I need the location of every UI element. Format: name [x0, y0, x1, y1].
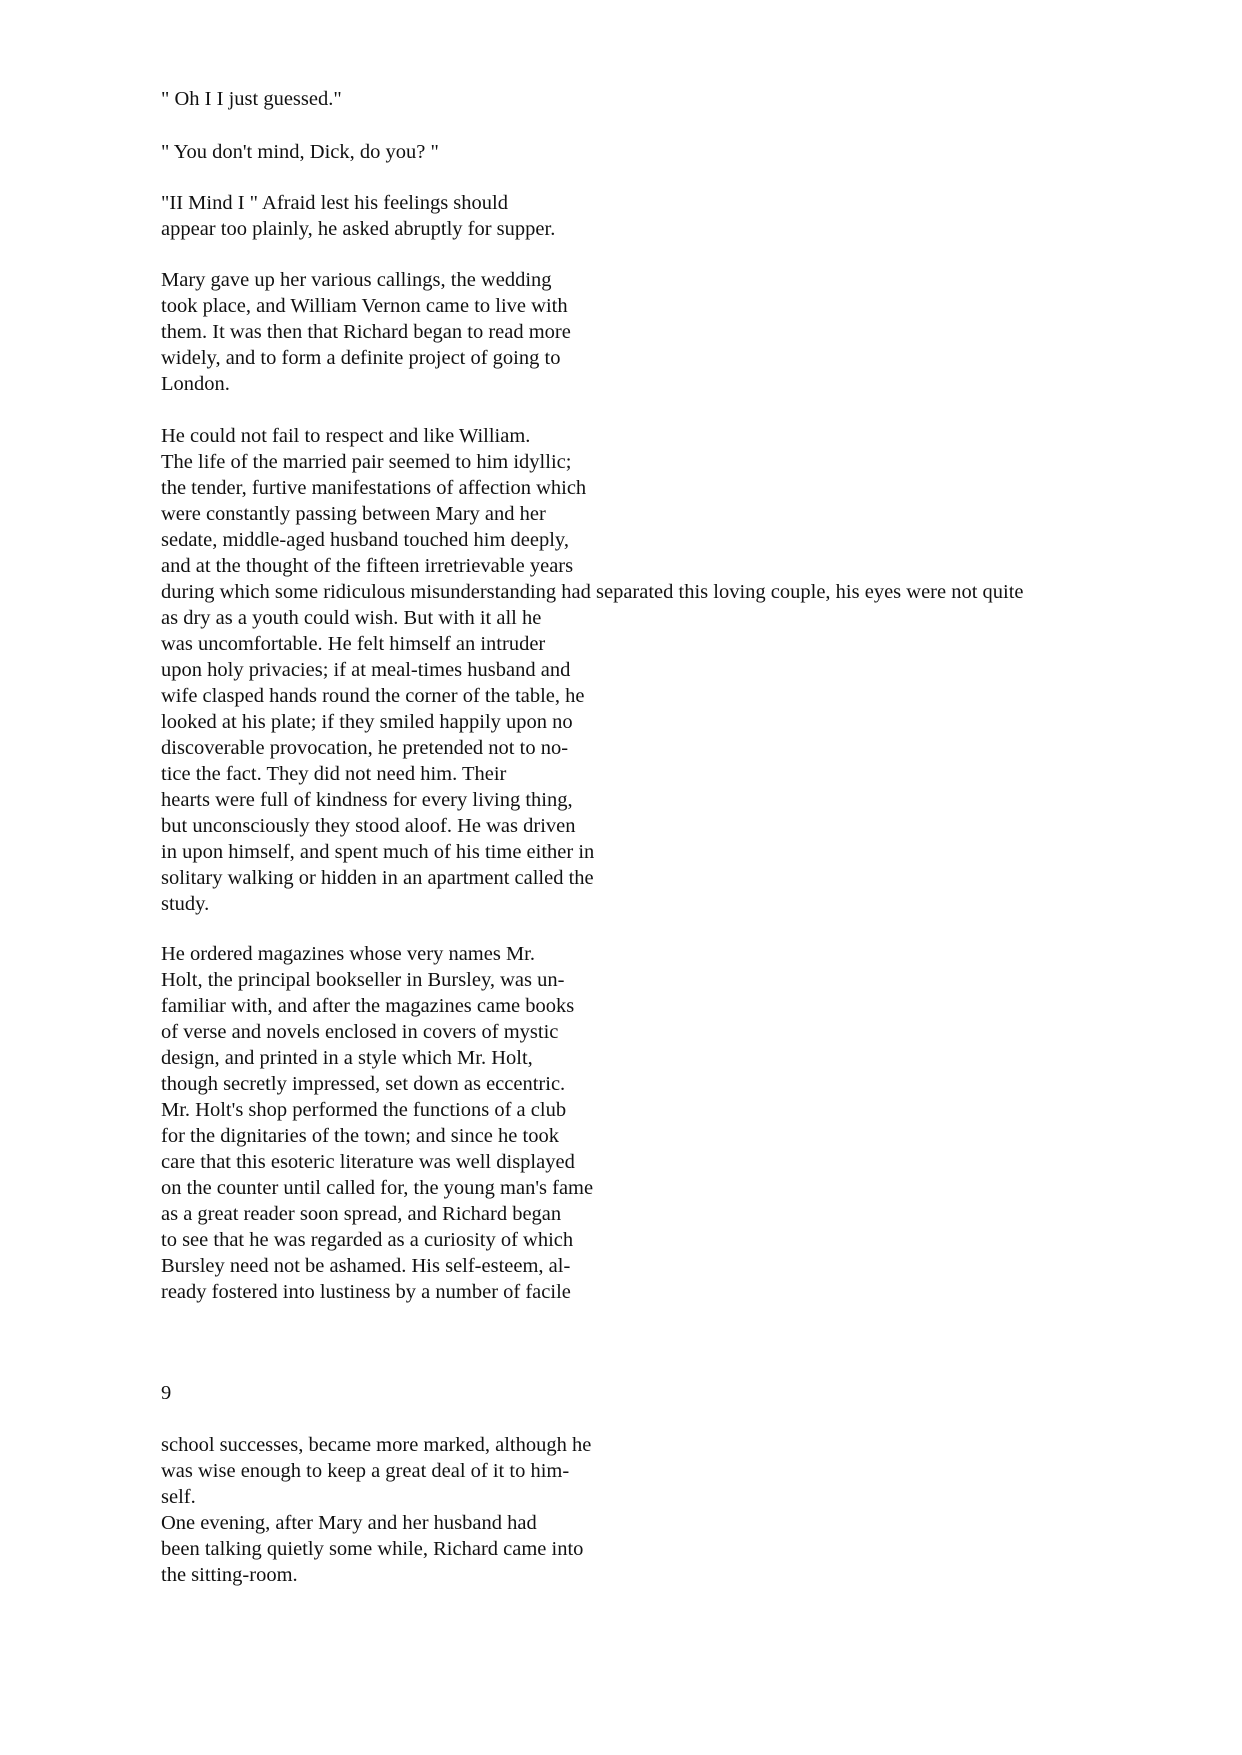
text-line: discoverable provocation, he pretended not to no-	[161, 737, 569, 759]
text-line: Holt, the principal bookseller in Bursley, was un-	[161, 969, 565, 991]
text-line: was wise enough to keep a great deal of it to him-	[161, 1460, 570, 1482]
page-number-text: 9	[161, 1382, 172, 1404]
text-line: solitary walking or hidden in an apartment called the	[161, 867, 594, 889]
text-line: upon holy privacies; if at meal-times husband and	[161, 659, 571, 681]
text-line: been talking quietly some while, Richard came into	[161, 1538, 584, 1560]
text-line: familiar with, and after the magazines came books	[161, 995, 575, 1017]
text-line: during which some ridiculous misunderstanding had separated this loving couple, his eyes were not quite	[161, 581, 1024, 603]
text-line: Bursley need not be ashamed. His self-esteem, al-	[161, 1255, 571, 1277]
text-line: on the counter until called for, the young man's fame	[161, 1177, 594, 1199]
text-line: them. It was then that Richard began to read more	[161, 321, 571, 343]
paragraph-3	[161, 190, 555, 242]
text-line: sedate, middle-aged husband touched him deeply,	[161, 529, 569, 551]
text-line: looked at his plate; if they smiled happily upon no	[161, 711, 573, 733]
text-line: ready fostered into lustiness by a number of facile	[161, 1281, 571, 1303]
text-line: care that this esoteric literature was well displayed	[161, 1151, 575, 1173]
text-line: "II Mind I " Afraid lest his feelings should	[161, 192, 508, 214]
text-line: to see that he was regarded as a curiosity of which	[161, 1229, 574, 1251]
text-line: was uncomfortable. He felt himself an intruder	[161, 633, 546, 655]
text-line: but unconsciously they stood aloof. He was driven	[161, 815, 576, 837]
text-line: wife clasped hands round the corner of the table, he	[161, 685, 585, 707]
text-line: were constantly passing between Mary and her	[161, 503, 546, 525]
text-line: as a great reader soon spread, and Richard began	[161, 1203, 562, 1225]
paragraph-7	[161, 1432, 591, 1510]
text-line: London.	[161, 373, 230, 395]
text-line: He could not fail to respect and like William.	[161, 425, 531, 447]
text-line: of verse and novels enclosed in covers of mystic	[161, 1021, 559, 1043]
paragraph-5	[161, 423, 1024, 917]
text-line: the sitting-room.	[161, 1564, 298, 1586]
text-line: school successes, became more marked, although he	[161, 1434, 592, 1456]
text-line: widely, and to form a definite project of going to	[161, 347, 561, 369]
text-line: design, and printed in a style which Mr. Holt,	[161, 1047, 533, 1069]
text-line: self.	[161, 1486, 196, 1508]
text-line: hearts were full of kindness for every living thing,	[161, 789, 573, 811]
text-line: One evening, after Mary and her husband had	[161, 1512, 537, 1534]
text-line: study.	[161, 893, 210, 915]
text-line: The life of the married pair seemed to him idyllic;	[161, 451, 572, 473]
text-line: tice the fact. They did not need him. Their	[161, 763, 507, 785]
text-line: appear too plainly, he asked abruptly for supper.	[161, 218, 556, 240]
paragraph-1	[161, 86, 342, 112]
text-line: took place, and William Vernon came to live with	[161, 295, 568, 317]
text-line: in upon himself, and spent much of his time either in	[161, 841, 595, 863]
text-line: and at the thought of the fifteen irretrievable years	[161, 555, 574, 577]
text-line: Mr. Holt's shop performed the functions of a club	[161, 1099, 567, 1121]
text-line: He ordered magazines whose very names Mr.	[161, 943, 535, 965]
paragraph-6	[161, 941, 593, 1305]
text-line: as dry as a youth could wish. But with it all he	[161, 607, 542, 629]
text-line: " You don't mind, Dick, do you? "	[161, 141, 439, 163]
paragraph-2	[161, 139, 439, 165]
text-line: for the dignitaries of the town; and since he took	[161, 1125, 559, 1147]
text-line: Mary gave up her various callings, the wedding	[161, 269, 552, 291]
paragraph-8	[161, 1510, 583, 1588]
text-line: " Oh I I just guessed."	[161, 88, 342, 110]
text-line: the tender, furtive manifestations of affection which	[161, 477, 587, 499]
text-line: though secretly impressed, set down as eccentric.	[161, 1073, 566, 1095]
paragraph-4	[161, 267, 571, 397]
page-number	[161, 1380, 171, 1406]
